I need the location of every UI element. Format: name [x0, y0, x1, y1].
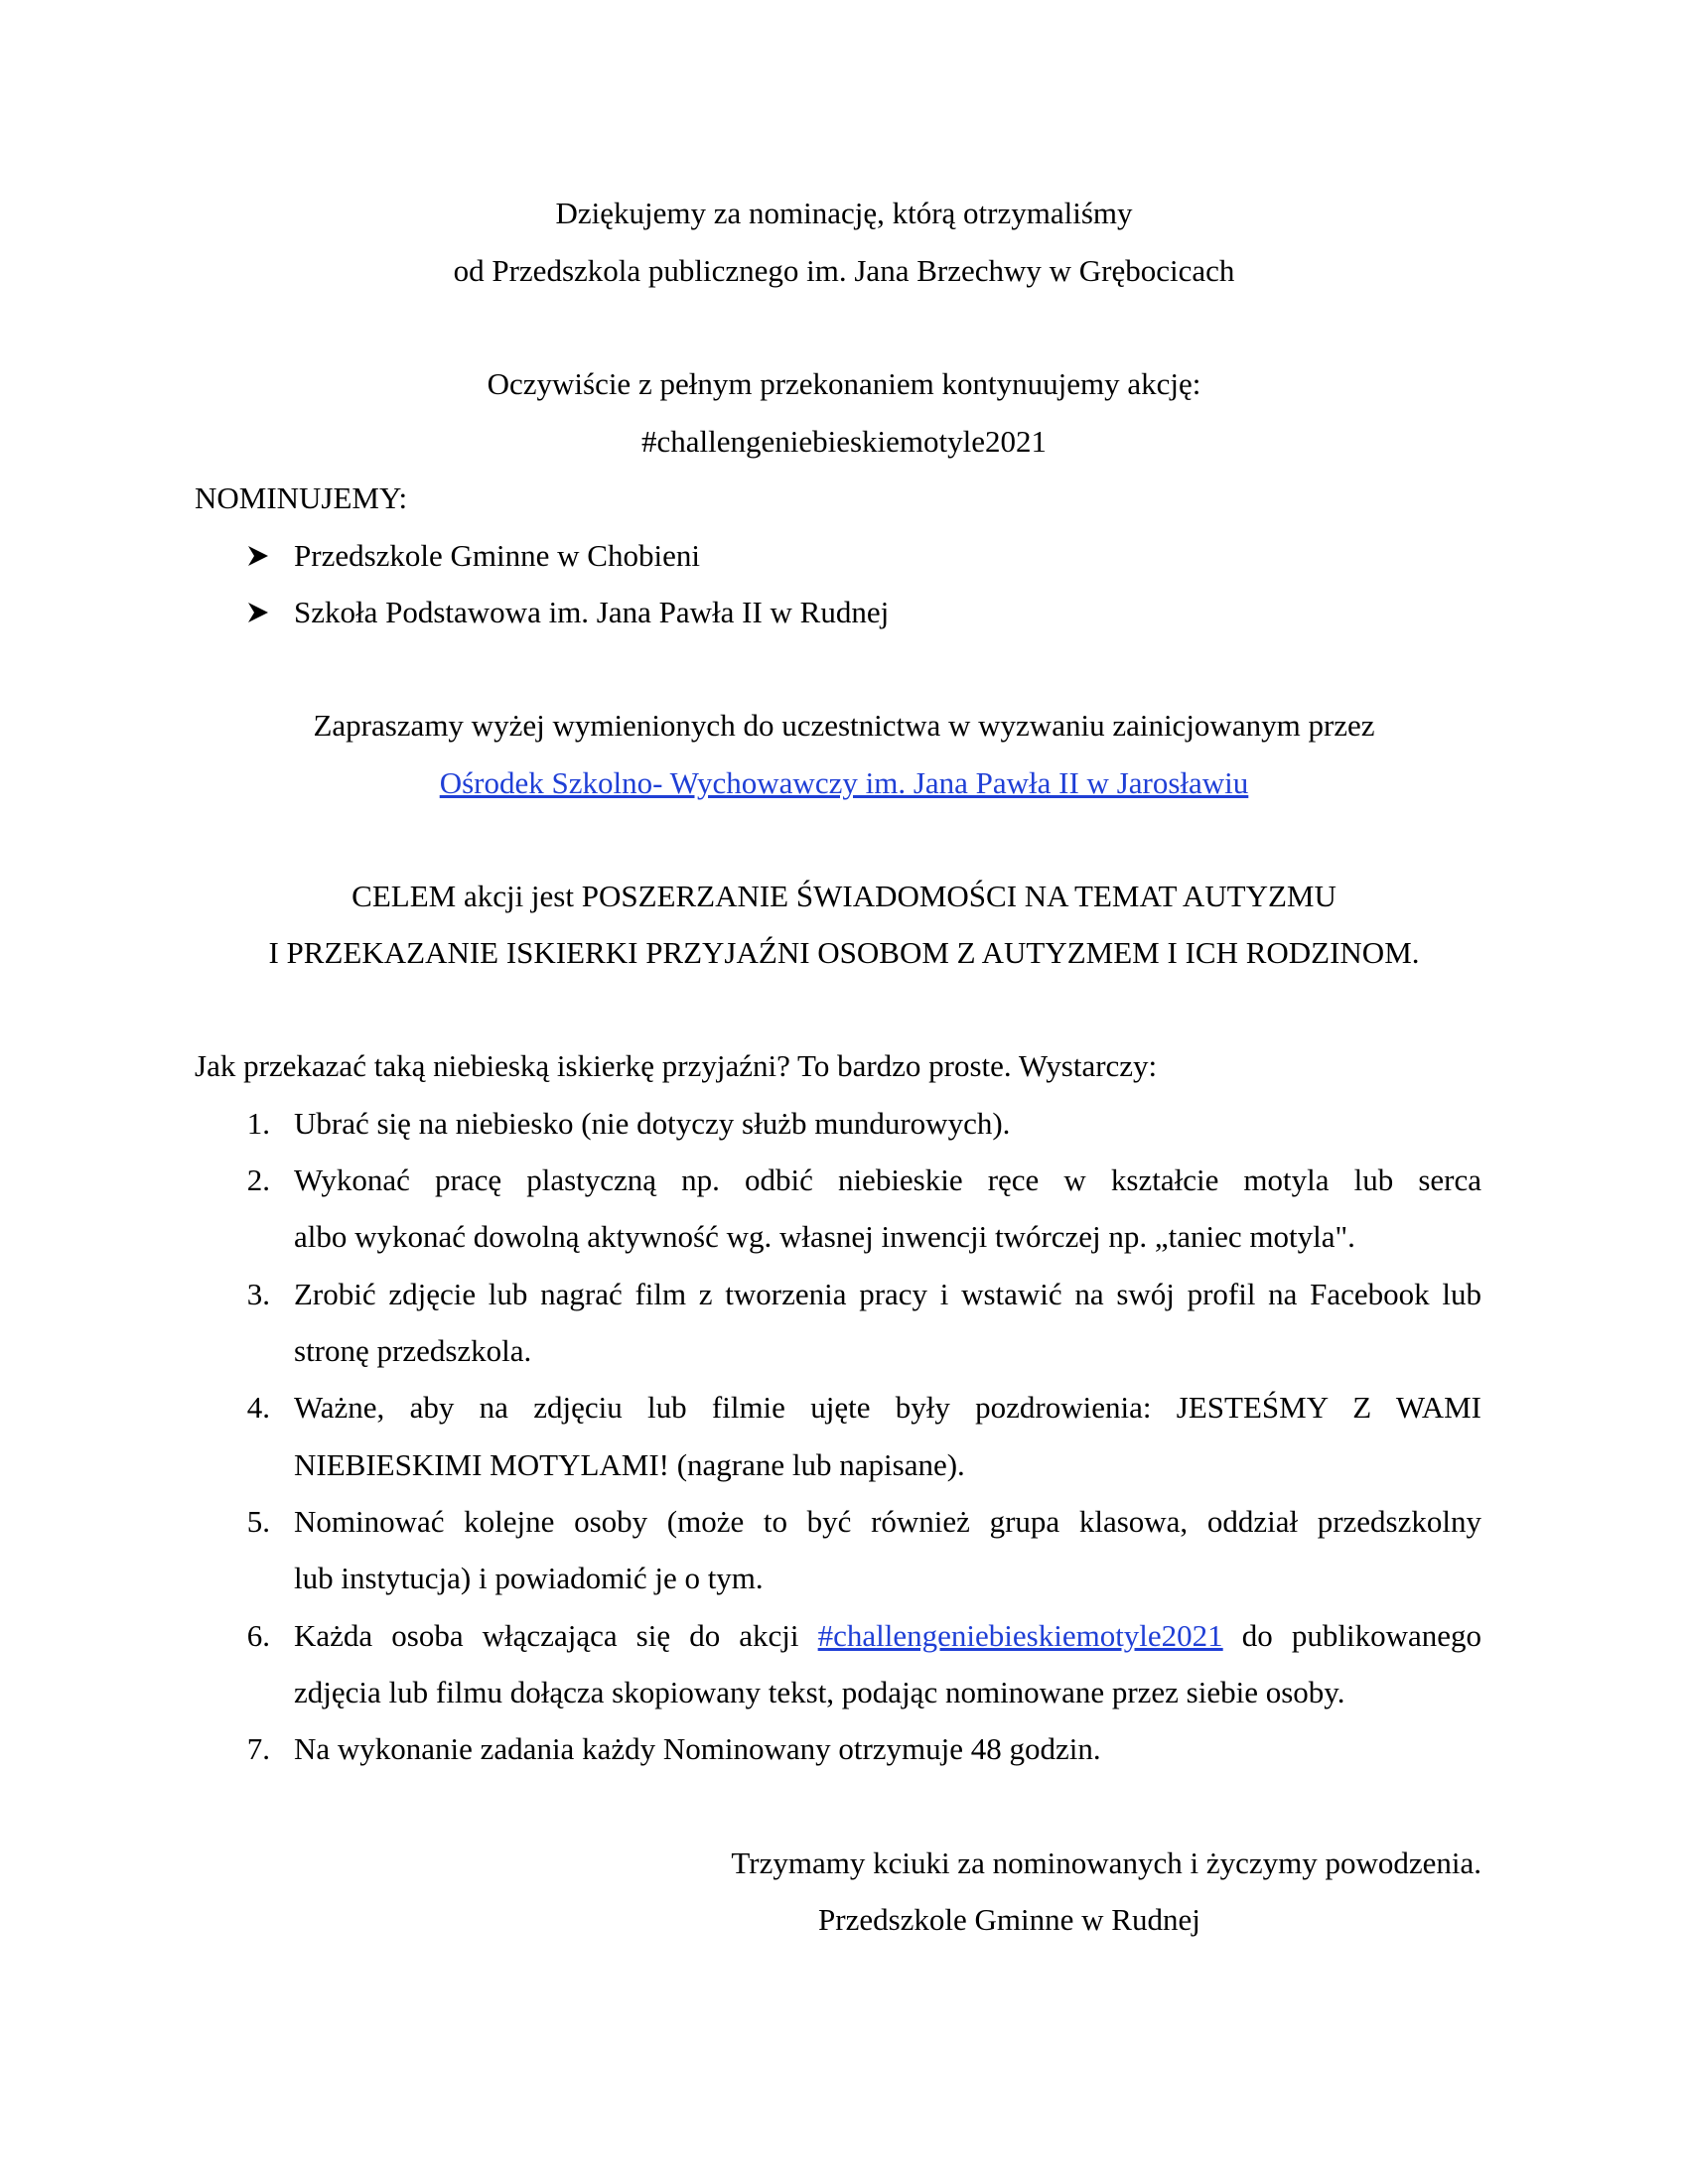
step-text: Ważne, aby na zdjęciu lub filmie ujęte były pozdrowienia: JESTEŚMY Z WAMI: [294, 1390, 1481, 1425]
step-text-post: do publikowanego: [1241, 1618, 1482, 1653]
thanks-line-2: od Przedszkola publicznego im. Jana Brzechwy w Grębocicach: [453, 253, 1235, 288]
goal-line-2: I PRZEKAZANIE ISKIERKI PRZYJAŹNI OSOBOM Z AUTYZMEM I ICH RODZINOM.: [268, 935, 1420, 970]
step-text: Na wykonanie zadania każdy Nominowany otrzymuje 48 godzin.: [294, 1731, 1101, 1766]
nominations-heading: NOMINUJEMY:: [195, 480, 408, 515]
organizer-link[interactable]: Ośrodek Szkolno- Wychowawczy im. Jana Pawła II w Jarosławiu: [439, 765, 1249, 800]
step-number: 4.: [246, 1390, 270, 1425]
signature: Przedszkole Gminne w Rudnej: [818, 1902, 1200, 1937]
arrow-bullet-icon: [244, 536, 274, 576]
arrow-bullet-icon: [244, 593, 274, 632]
continuation-line: Oczywiście z pełnym przekonaniem kontynuujemy akcję:: [487, 366, 1201, 401]
nomination-item-label: Szkoła Podstawowa im. Jana Pawła II w Rudnej: [294, 595, 890, 629]
step-text-pre: Każda osoba włączająca się do akcji: [294, 1618, 799, 1653]
closing-wish: Trzymamy kciuki za nominowanych i życzymy powodzenia.: [731, 1845, 1481, 1880]
step-number: 1.: [246, 1106, 270, 1141]
step-number: 2.: [246, 1162, 270, 1197]
step-text: Wykonać pracę plastyczną np. odbić niebieskie ręce w kształcie motyla lub serca: [294, 1162, 1481, 1197]
step-text: zdjęcia lub filmu dołącza skopiowany tekst, podając nominowane przez siebie osoby.: [294, 1675, 1345, 1709]
hashtag-link[interactable]: #challengeniebieskiemotyle2021: [817, 1618, 1223, 1653]
thanks-line-1: Dziękujemy za nominację, którą otrzymaliśmy: [555, 196, 1133, 230]
step-number: 3.: [246, 1277, 270, 1311]
nomination-item-label: Przedszkole Gminne w Chobieni: [294, 538, 700, 573]
step-text: Ubrać się na niebiesko (nie dotyczy służb mundurowych).: [294, 1106, 1011, 1141]
invitation-line: Zapraszamy wyżej wymienionych do uczestnictwa w wyzwaniu zainicjowanym przez: [313, 708, 1375, 743]
step-text: Nominować kolejne osoby (może to być również grupa klasowa, oddział przedszkolny: [294, 1504, 1481, 1539]
step-number: 6.: [246, 1618, 270, 1653]
step-number: 7.: [246, 1731, 270, 1766]
step-text: NIEBIESKIMI MOTYLAMI! (nagrane lub napisane).: [294, 1447, 965, 1482]
hashtag-line: #challengeniebieskiemotyle2021: [640, 424, 1048, 459]
instructions-intro: Jak przekazać taką niebieską iskierkę przyjaźni? To bardzo proste. Wystarczy:: [195, 1048, 1158, 1083]
step-text: lub instytucja) i powiadomić je o tym.: [294, 1561, 764, 1595]
step-text: Zrobić zdjęcie lub nagrać film z tworzenia pracy i wstawić na swój profil na Facebook lub: [294, 1277, 1481, 1311]
step-number: 5.: [246, 1504, 270, 1539]
step-text: [294, 1616, 1481, 1656]
step-text: albo wykonać dowolną aktywność wg. własnej inwencji twórczej np. „taniec motyla".: [294, 1219, 1355, 1254]
step-text: stronę przedszkola.: [294, 1333, 532, 1368]
invitation-link-row: [0, 763, 1688, 803]
goal-line-1: CELEM akcji jest POSZERZANIE ŚWIADOMOŚCI NA TEMAT AUTYZMU: [352, 879, 1336, 913]
